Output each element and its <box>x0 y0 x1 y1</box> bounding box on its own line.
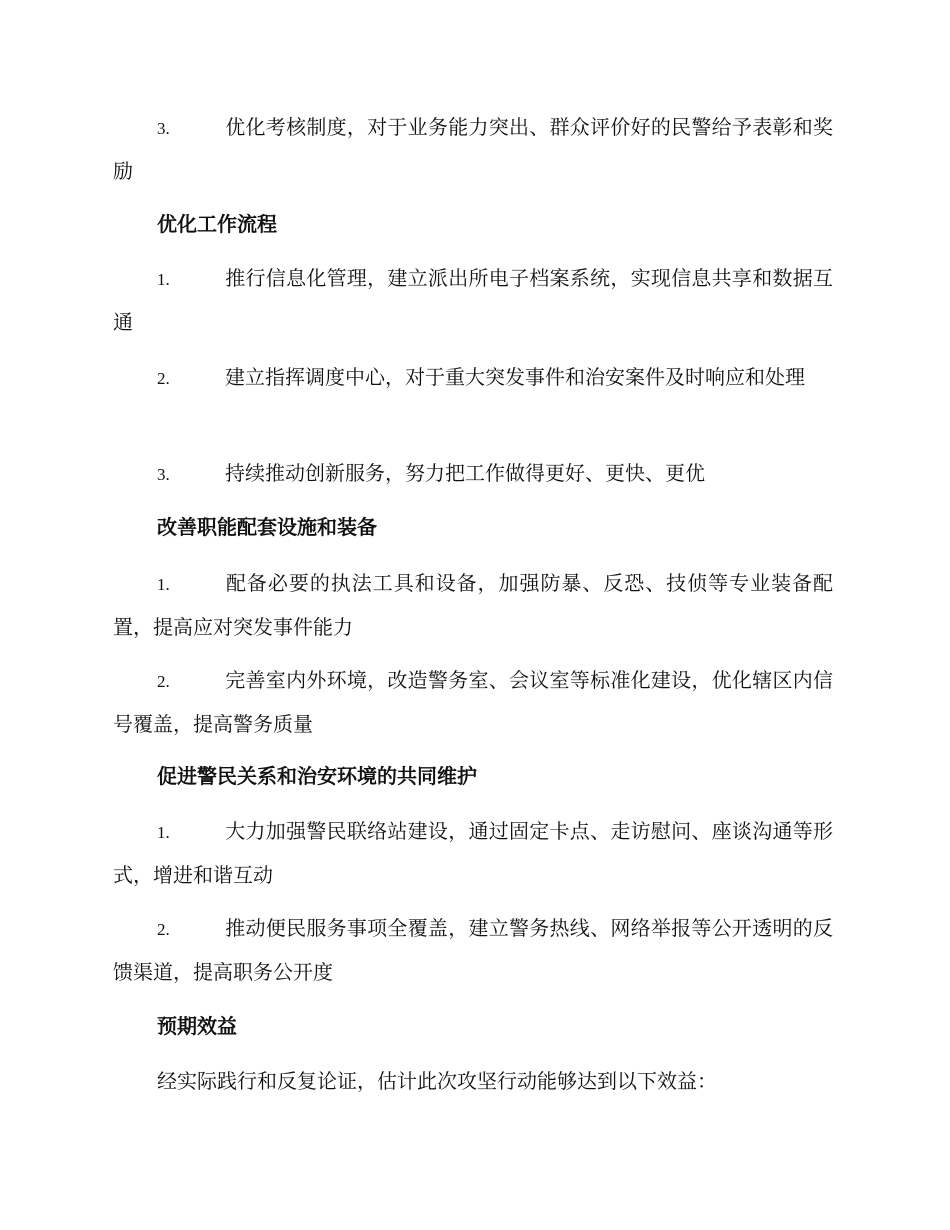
list-item <box>113 907 833 993</box>
section-heading: 改善职能配套设施和装备 <box>157 515 377 539</box>
list-text: 建立指挥调度中心，对于重大突发事件和治安案件及时响应和处理 <box>225 365 805 389</box>
list-item <box>113 257 833 343</box>
list-number: 2. <box>157 920 170 939</box>
list-number: 3. <box>157 465 170 484</box>
list-number: 1. <box>157 575 170 594</box>
body-paragraph: 经实际践行和反复论证，估计此次攻坚行动能够达到以下效益： <box>157 1069 717 1093</box>
list-number: 2. <box>157 369 170 388</box>
list-text: 持续推动创新服务，努力把工作做得更好、更快、更优 <box>225 461 705 485</box>
list-number: 3. <box>157 119 170 138</box>
list-text: 配备必要的执法工具和设备，加强防暴、反恐、技侦等专业装备配置，提高应对突发事件能力 <box>113 571 833 639</box>
section-heading: 预期效益 <box>157 1014 237 1038</box>
list-item <box>113 562 833 648</box>
section-heading: 优化工作流程 <box>157 212 277 236</box>
list-text: 推行信息化管理，建立派出所电子档案系统，实现信息共享和数据互通 <box>113 266 833 334</box>
list-item <box>113 810 833 896</box>
list-text: 完善室内外环境，改造警务室、会议室等标准化建设，优化辖区内信号覆盖，提高警务质量 <box>113 668 833 736</box>
list-item <box>113 106 833 192</box>
list-number: 2. <box>157 672 170 691</box>
list-number: 1. <box>157 270 170 289</box>
list-number: 1. <box>157 823 170 842</box>
list-item <box>113 452 833 496</box>
list-text: 优化考核制度，对于业务能力突出、群众评价好的民警给予表彰和奖励 <box>113 115 833 183</box>
list-item <box>113 659 833 745</box>
section-heading: 促进警民关系和治安环境的共同维护 <box>157 764 477 788</box>
list-item <box>113 356 833 400</box>
list-text: 大力加强警民联络站建设，通过固定卡点、走访慰问、座谈沟通等形式，增进和谐互动 <box>113 819 833 887</box>
list-text: 推动便民服务事项全覆盖，建立警务热线、网络举报等公开透明的反馈渠道，提高职务公开度 <box>113 916 833 984</box>
